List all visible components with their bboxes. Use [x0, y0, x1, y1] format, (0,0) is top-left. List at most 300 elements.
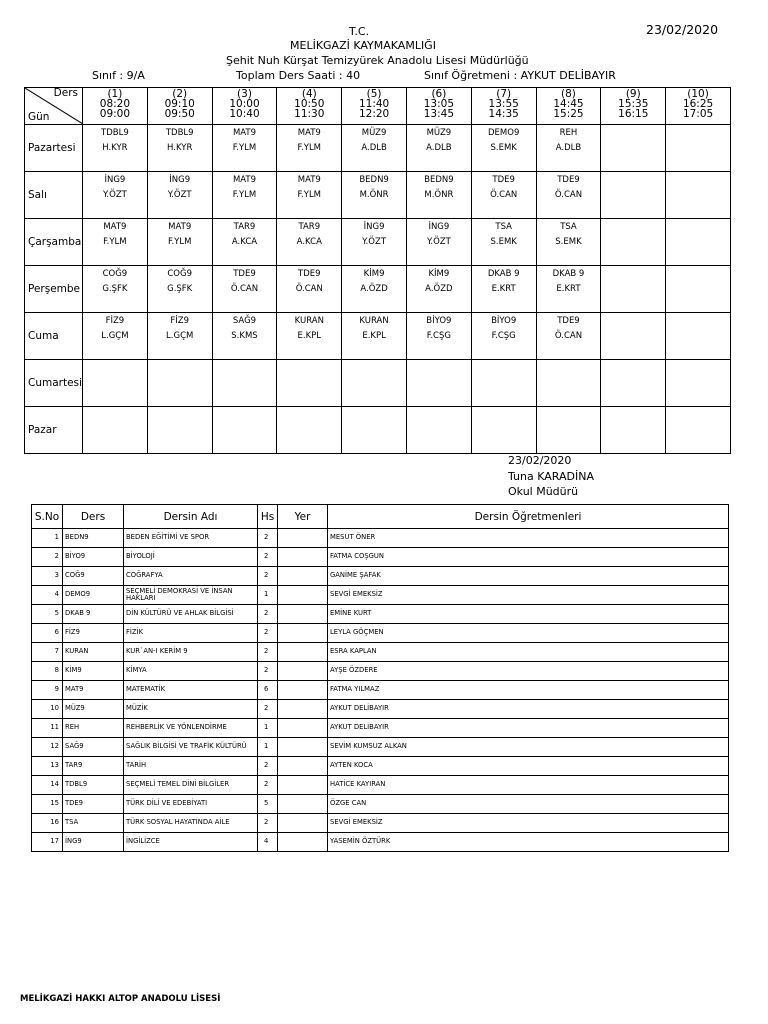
- lesson-cell: [601, 266, 666, 313]
- course-row: [32, 833, 729, 852]
- lesson-cell: [147, 266, 212, 313]
- lesson-cell: [536, 266, 601, 313]
- course-code: KİM9: [63, 662, 124, 681]
- period-header: [601, 88, 666, 125]
- period-no: (9): [625, 88, 641, 100]
- lesson-teacher: F.YLM: [232, 143, 257, 153]
- course-row: [32, 643, 729, 662]
- lesson-cell: [471, 313, 536, 360]
- lesson-cell: [601, 219, 666, 266]
- header-school: Şehit Nuh Kürşat Temizyürek Anadolu Lisesi Müdürlüğü: [226, 54, 529, 67]
- course-name: MÜZİK: [124, 700, 258, 719]
- course-no: 14: [32, 776, 63, 795]
- lesson-code: KİM9: [363, 269, 385, 279]
- lesson-cell: [342, 219, 407, 266]
- course-no: 6: [32, 624, 63, 643]
- lesson-teacher: A.DLB: [555, 143, 582, 153]
- course-place: [278, 586, 328, 605]
- period-end: 13:45: [423, 108, 455, 120]
- course-code: REH: [63, 719, 124, 738]
- period-end: 15:25: [553, 108, 584, 120]
- lesson-teacher: Ö.CAN: [490, 190, 518, 200]
- lesson-teacher: A.ÖZD: [360, 284, 388, 294]
- course-name: TÜRK DİLİ VE EDEBİYATI: [124, 795, 258, 814]
- period-start: 10:50: [294, 98, 325, 110]
- header-tc: T.C.: [349, 25, 370, 38]
- day-name: Cuma: [25, 313, 83, 360]
- lesson-cell: [342, 313, 407, 360]
- course-teacher: AYKUT DELİBAYIR: [328, 719, 729, 738]
- course-row: [32, 567, 729, 586]
- course-code: TDE9: [63, 795, 124, 814]
- period-header: [342, 88, 407, 125]
- lesson-cell: [666, 266, 731, 313]
- course-hours: 5: [258, 795, 278, 814]
- lesson-teacher: M.ÖNR: [359, 190, 389, 200]
- course-no: 5: [32, 605, 63, 624]
- lesson-cell: [342, 172, 407, 219]
- lesson-teacher: F.YLM: [232, 190, 257, 200]
- lesson-code: SAĞ9: [232, 316, 257, 326]
- course-row: [32, 700, 729, 719]
- day-row: [25, 125, 731, 172]
- course-place: [278, 833, 328, 852]
- period-header-row: [25, 88, 731, 125]
- course-no: 8: [32, 662, 63, 681]
- lesson-teacher: F.YLM: [297, 143, 322, 153]
- lesson-cell: [277, 125, 342, 172]
- lesson-cell: [601, 172, 666, 219]
- lesson-cell: [83, 172, 148, 219]
- lesson-teacher: G.ŞFK: [102, 284, 128, 294]
- lesson-code: MAT9: [232, 128, 257, 138]
- lesson-cell: [666, 219, 731, 266]
- lesson-teacher: Ö.CAN: [554, 331, 583, 341]
- period-no: (7): [496, 88, 512, 100]
- period-end: 17:05: [682, 108, 714, 120]
- lesson-code: MAT9: [297, 175, 321, 185]
- period-start: 13:05: [423, 98, 455, 110]
- period-no: (2): [172, 88, 188, 100]
- course-code: SAĞ9: [63, 738, 124, 757]
- lesson-cell: [471, 360, 536, 407]
- period-no: (8): [561, 88, 576, 100]
- course-hours: 2: [258, 700, 278, 719]
- header-date: 23/02/2020: [646, 22, 719, 37]
- lesson-cell: [666, 313, 731, 360]
- lesson-cell: [277, 360, 342, 407]
- lesson-cell: [601, 407, 666, 454]
- course-place: [278, 529, 328, 548]
- course-code: COĞ9: [63, 567, 124, 586]
- lesson-cell: [536, 172, 601, 219]
- lesson-cell: [83, 313, 148, 360]
- lesson-cell: [536, 407, 601, 454]
- lesson-code: İNG9: [363, 222, 385, 232]
- day-name: Cumartesi: [25, 360, 83, 407]
- col-header-code: Ders: [63, 505, 124, 529]
- lesson-code: BİYO9: [491, 316, 517, 326]
- lesson-cell: [666, 172, 731, 219]
- lesson-cell: [406, 172, 471, 219]
- lesson-code: TDBL9: [165, 128, 194, 138]
- class-info: Sınıf : 9/A: [92, 69, 145, 82]
- weekly-schedule-table: [24, 87, 731, 454]
- lesson-code: TDE9: [492, 175, 515, 185]
- lesson-teacher: E.KPL: [297, 331, 322, 341]
- lesson-teacher: F.YLM: [167, 237, 192, 247]
- lesson-cell: [406, 219, 471, 266]
- day-row: [25, 172, 731, 219]
- lesson-teacher: H.KYR: [102, 143, 128, 153]
- lesson-cell: [406, 266, 471, 313]
- day-name: Pazartesi: [25, 125, 83, 172]
- period-header: [666, 88, 731, 125]
- course-code: DKAB 9: [63, 605, 124, 624]
- lesson-cell: [277, 219, 342, 266]
- lesson-teacher: S.EMK: [555, 237, 582, 247]
- lesson-teacher: A.DLB: [361, 143, 387, 153]
- course-teacher: AYTEN KOCA: [328, 757, 729, 776]
- col-header-place: Yer: [278, 505, 328, 529]
- lesson-code: MAT9: [297, 128, 321, 138]
- course-teacher: AYKUT DELİBAYIR: [328, 700, 729, 719]
- lesson-code: İNG9: [104, 175, 126, 185]
- lesson-cell: [83, 219, 148, 266]
- course-hours: 2: [258, 814, 278, 833]
- course-teacher: SEVGİ EMEKSİZ: [328, 814, 729, 833]
- lesson-teacher: S.EMK: [490, 237, 517, 247]
- lesson-cell: [147, 172, 212, 219]
- lesson-teacher: E.KRT: [491, 284, 516, 294]
- lesson-code: BİYO9: [426, 316, 452, 326]
- course-row: [32, 776, 729, 795]
- lesson-teacher: S.EMK: [490, 143, 517, 153]
- lesson-teacher: L.GÇM: [166, 331, 194, 341]
- lesson-cell: [471, 266, 536, 313]
- lesson-teacher: H.KYR: [167, 143, 193, 153]
- period-header: [147, 88, 212, 125]
- course-row: [32, 719, 729, 738]
- lesson-teacher: A.DLB: [426, 143, 452, 153]
- course-name: İNGİLİZCE: [124, 833, 258, 852]
- lesson-teacher: L.GÇM: [101, 331, 129, 341]
- lesson-cell: [536, 125, 601, 172]
- lesson-teacher: A.KCA: [231, 237, 258, 247]
- period-no: (5): [366, 88, 382, 100]
- course-row: [32, 548, 729, 567]
- course-place: [278, 681, 328, 700]
- period-end: 09:00: [99, 108, 131, 120]
- period-start: 14:45: [553, 98, 584, 110]
- course-hours: 1: [258, 719, 278, 738]
- lesson-cell: [471, 219, 536, 266]
- course-body: [32, 529, 729, 852]
- course-name: BEDEN EĞİTİMİ VE SPOR: [124, 529, 258, 548]
- course-place: [278, 795, 328, 814]
- lesson-cell: [406, 360, 471, 407]
- lesson-code: KURAN: [294, 316, 324, 326]
- day-row: [25, 360, 731, 407]
- lesson-teacher: F.CŞG: [491, 331, 516, 341]
- lesson-code: İNG9: [428, 222, 450, 232]
- lesson-cell: [406, 125, 471, 172]
- schedule-body: [25, 125, 731, 454]
- lesson-code: İNG9: [169, 175, 191, 185]
- lesson-code: COĞ9: [102, 269, 128, 279]
- course-no: 11: [32, 719, 63, 738]
- course-place: [278, 605, 328, 624]
- lesson-code: TAR9: [233, 222, 256, 232]
- lesson-code: COĞ9: [167, 269, 192, 279]
- course-name: TÜRK SOSYAL HAYATINDA AİLE: [124, 814, 258, 833]
- lesson-cell: [212, 407, 277, 454]
- course-teacher: SEVİM KUMSUZ ALKAN: [328, 738, 729, 757]
- course-no: 3: [32, 567, 63, 586]
- period-start: 16:25: [682, 98, 714, 110]
- col-header-no: S.No: [32, 505, 63, 529]
- day-row: [25, 407, 731, 454]
- period-start: 09:10: [164, 98, 195, 110]
- course-teacher: EMİNE KURT: [328, 605, 729, 624]
- lesson-code: TDE9: [557, 175, 580, 185]
- lesson-cell: [342, 266, 407, 313]
- course-place: [278, 624, 328, 643]
- course-place: [278, 719, 328, 738]
- lesson-teacher: Y.ÖZT: [362, 237, 387, 247]
- course-hours: 2: [258, 776, 278, 795]
- course-hours: 2: [258, 624, 278, 643]
- period-start: 15:35: [618, 98, 649, 110]
- lesson-cell: [277, 313, 342, 360]
- course-name: KUR`AN-I KERİM 9: [124, 643, 258, 662]
- lesson-cell: [666, 360, 731, 407]
- course-place: [278, 567, 328, 586]
- period-end: 10:40: [229, 108, 260, 120]
- course-code: TAR9: [63, 757, 124, 776]
- lesson-cell: [83, 360, 148, 407]
- period-start: 08:20: [99, 98, 131, 110]
- principal-title: Okul Müdürü: [508, 485, 579, 498]
- period-end: 16:15: [618, 108, 649, 120]
- corner-ders-label: Ders: [53, 88, 78, 99]
- course-teacher: YASEMİN ÖZTÜRK: [328, 833, 729, 852]
- course-no: 17: [32, 833, 63, 852]
- course-teacher: SEVGİ EMEKSİZ: [328, 586, 729, 605]
- course-name: TARİH: [124, 757, 258, 776]
- total-hours: Toplam Ders Saati : 40: [236, 69, 361, 82]
- signature-date: 23/02/2020: [508, 454, 572, 467]
- course-teacher: MESUT ÖNER: [328, 529, 729, 548]
- day-row: [25, 266, 731, 313]
- lesson-teacher: A.KCA: [296, 237, 322, 247]
- lesson-code: MÜZ9: [361, 128, 387, 138]
- day-row: [25, 219, 731, 266]
- day-name: Pazar: [25, 407, 83, 454]
- period-no: (1): [107, 88, 123, 100]
- lesson-code: TAR9: [298, 222, 321, 232]
- lesson-teacher: F.CŞG: [426, 331, 451, 341]
- period-no: (10): [687, 88, 709, 100]
- lesson-cell: [277, 266, 342, 313]
- course-row: [32, 757, 729, 776]
- lesson-code: MAT9: [232, 175, 257, 185]
- course-place: [278, 814, 328, 833]
- lesson-cell: [212, 313, 277, 360]
- period-header: [536, 88, 601, 125]
- course-teacher: AYŞE ÖZDERE: [328, 662, 729, 681]
- lesson-cell: [471, 125, 536, 172]
- lesson-code: REH: [559, 128, 578, 138]
- corner-gun-label: Gün: [28, 111, 50, 123]
- lesson-code: TSA: [560, 222, 577, 232]
- period-header: [83, 88, 148, 125]
- course-no: 13: [32, 757, 63, 776]
- course-list-table: [31, 504, 729, 852]
- lesson-teacher: Ö.CAN: [554, 190, 583, 200]
- lesson-teacher: E.KPL: [362, 331, 386, 341]
- course-name: SAĞLIK BİLGİSİ VE TRAFİK KÜLTÜRÜ: [124, 738, 258, 757]
- lesson-teacher: F.YLM: [103, 237, 127, 247]
- day-name: Salı: [25, 172, 83, 219]
- period-header: [212, 88, 277, 125]
- lesson-code: TSA: [495, 222, 512, 232]
- course-code: MAT9: [63, 681, 124, 700]
- lesson-cell: [406, 313, 471, 360]
- lesson-cell: [666, 125, 731, 172]
- period-no: (4): [301, 88, 317, 100]
- course-name: FİZİK: [124, 624, 258, 643]
- course-place: [278, 548, 328, 567]
- lesson-teacher: Y.ÖZT: [426, 237, 451, 247]
- course-no: 12: [32, 738, 63, 757]
- lesson-code: BEDN9: [359, 175, 389, 185]
- course-row: [32, 662, 729, 681]
- course-place: [278, 700, 328, 719]
- period-end: 11:30: [294, 108, 325, 120]
- lesson-cell: [471, 407, 536, 454]
- period-header: [471, 88, 536, 125]
- course-hours: 2: [258, 662, 278, 681]
- lesson-cell: [147, 219, 212, 266]
- lesson-cell: [212, 125, 277, 172]
- course-teacher: ESRA KAPLAN: [328, 643, 729, 662]
- corner-cell: [25, 88, 83, 125]
- course-name: BİYOLOJİ: [124, 548, 258, 567]
- lesson-cell: [342, 125, 407, 172]
- course-place: [278, 662, 328, 681]
- lesson-cell: [212, 360, 277, 407]
- lesson-code: DKAB 9: [487, 269, 520, 279]
- lesson-cell: [83, 407, 148, 454]
- lesson-cell: [212, 219, 277, 266]
- course-hours: 2: [258, 643, 278, 662]
- day-name: Perşembe: [25, 266, 83, 313]
- lesson-code: MAT9: [103, 222, 127, 232]
- course-name: MATEMATİK: [124, 681, 258, 700]
- lesson-cell: [601, 313, 666, 360]
- lesson-cell: [147, 313, 212, 360]
- lesson-cell: [147, 125, 212, 172]
- course-no: 2: [32, 548, 63, 567]
- course-no: 16: [32, 814, 63, 833]
- course-no: 9: [32, 681, 63, 700]
- lesson-teacher: M.ÖNR: [424, 190, 454, 200]
- course-code: KURAN: [63, 643, 124, 662]
- lesson-code: FİZ9: [105, 316, 125, 326]
- lesson-cell: [471, 172, 536, 219]
- lesson-code: MÜZ9: [426, 128, 452, 138]
- course-code: DEMO9: [63, 586, 124, 605]
- principal-name: Tuna KARADİNA: [508, 470, 594, 483]
- course-name: REHBERLİK VE YÖNLENDİRME: [124, 719, 258, 738]
- course-code: TDBL9: [63, 776, 124, 795]
- course-row: [32, 529, 729, 548]
- lesson-cell: [277, 172, 342, 219]
- period-header: [406, 88, 471, 125]
- col-header-name: Dersin Adı: [124, 505, 258, 529]
- lesson-code: DKAB 9: [552, 269, 585, 279]
- course-code: BEDN9: [63, 529, 124, 548]
- course-teacher: FATMA YILMAZ: [328, 681, 729, 700]
- course-hours: 6: [258, 681, 278, 700]
- period-no: (3): [237, 88, 252, 100]
- lesson-cell: [83, 125, 148, 172]
- course-no: 1: [32, 529, 63, 548]
- course-name: DİN KÜLTÜRÜ VE AHLAK BİLGİSİ: [124, 605, 258, 624]
- period-start: 10:00: [229, 98, 260, 110]
- lesson-teacher: A.ÖZD: [425, 284, 453, 294]
- course-code: BİYO9: [63, 548, 124, 567]
- course-place: [278, 757, 328, 776]
- period-header: [277, 88, 342, 125]
- col-header-teachers: Dersin Öğretmenleri: [328, 505, 729, 529]
- lesson-cell: [536, 313, 601, 360]
- lesson-cell: [212, 266, 277, 313]
- course-hours: 1: [258, 738, 278, 757]
- lesson-cell: [666, 407, 731, 454]
- course-hours: 2: [258, 605, 278, 624]
- lesson-teacher: Ö.CAN: [295, 284, 323, 294]
- course-row: [32, 738, 729, 757]
- course-teacher: LEYLA GÖÇMEN: [328, 624, 729, 643]
- course-no: 4: [32, 586, 63, 605]
- lesson-cell: [536, 219, 601, 266]
- lesson-code: KURAN: [359, 316, 389, 326]
- course-code: FİZ9: [63, 624, 124, 643]
- lesson-cell: [601, 125, 666, 172]
- course-place: [278, 776, 328, 795]
- course-teacher: FATMA COŞGUN: [328, 548, 729, 567]
- course-code: MÜZ9: [63, 700, 124, 719]
- course-hours: 4: [258, 833, 278, 852]
- lesson-cell: [212, 172, 277, 219]
- course-row: [32, 795, 729, 814]
- course-row: [32, 586, 729, 605]
- lesson-cell: [147, 407, 212, 454]
- lesson-cell: [601, 360, 666, 407]
- course-row: [32, 605, 729, 624]
- period-end: 09:50: [164, 108, 195, 120]
- course-no: 15: [32, 795, 63, 814]
- header-authority: MELİKGAZİ KAYMAKAMLIĞI: [290, 39, 436, 52]
- course-hours: 2: [258, 529, 278, 548]
- course-no: 7: [32, 643, 63, 662]
- lesson-teacher: F.YLM: [297, 190, 322, 200]
- period-start: 11:40: [358, 98, 390, 110]
- lesson-cell: [536, 360, 601, 407]
- course-no: 10: [32, 700, 63, 719]
